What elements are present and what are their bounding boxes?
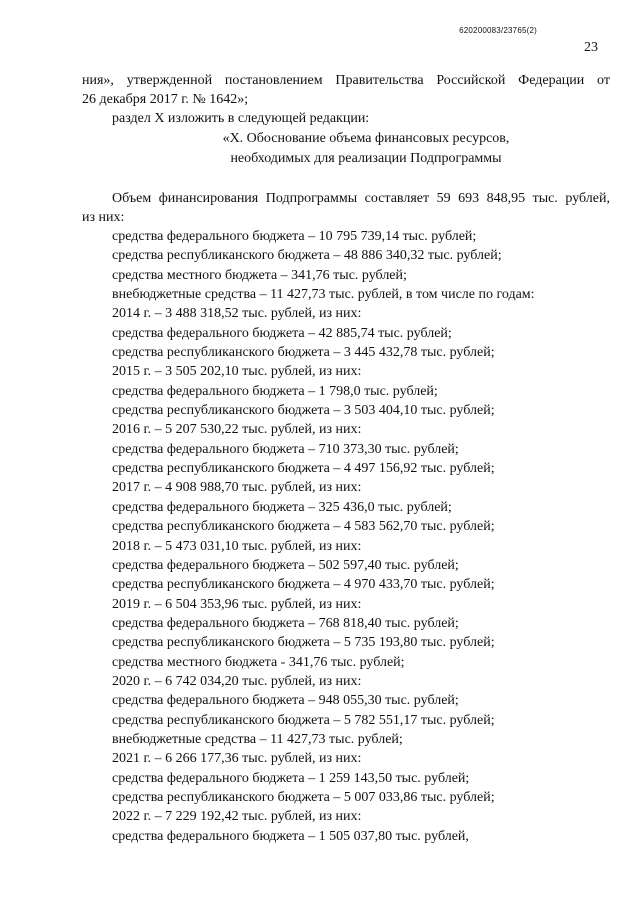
intro-line-2: 26 декабря 2017 г. № 1642»; [82,92,249,107]
list-item: средства федерального бюджета – 502 597,40 тыс. рублей; [112,557,459,573]
section-title-line-2: необходимых для реализации Подпрограммы [230,151,502,166]
financing-lead [82,189,610,227]
list-item: средства федерального бюджета – 10 795 739,14 тыс. рублей; [112,229,477,244]
list-item: 2017 г. – 4 908 988,70 тыс. рублей, из них: [112,480,362,496]
list-item: средства республиканского бюджета – 4 970 433,70 тыс. рублей; [112,577,495,593]
list-item: средства республиканского бюджета – 4 583 562,70 тыс. рублей; [112,519,495,535]
list-item: средства федерального бюджета – 1 505 037,80 тыс. рублей, [112,828,469,844]
list-item: средства местного бюджета – 341,76 тыс. рублей; [112,267,407,283]
list-item: 2020 г. – 6 742 034,20 тыс. рублей, из них: [112,673,362,689]
list-item: средства республиканского бюджета – 5 735 193,80 тыс. рублей; [112,635,495,651]
list-item: 2018 г. – 5 473 031,10 тыс. рублей, из них: [112,538,362,554]
intro-line-1: ния», утвержденной постановлением Правительства Российской Федерации от [82,73,610,88]
list-item: средства федерального бюджета – 768 818,40 тыс. рублей; [112,615,459,631]
list-item: средства федерального бюджета – 710 373,30 тыс. рублей; [112,441,459,457]
spacer [82,169,610,189]
section-title [82,129,610,169]
financing-list [82,227,610,846]
list-item: 2014 г. – 3 488 318,52 тыс. рублей, из них: [112,306,362,322]
list-item: средства федерального бюджета – 948 055,30 тыс. рублей; [112,693,459,709]
list-item: средства республиканского бюджета – 4 497 156,92 тыс. рублей; [112,461,495,477]
list-item: средства федерального бюджета – 1 798,0 тыс. рублей; [112,383,438,399]
list-item: средства республиканского бюджета – 3 445 432,78 тыс. рублей; [112,345,495,361]
list-item: 2021 г. – 6 266 177,36 тыс. рублей, из них: [112,751,362,767]
list-item: средства республиканского бюджета – 48 886 340,32 тыс. рублей; [112,248,502,264]
intro-line-3: раздел X изложить в следующей редакции: [112,111,370,126]
list-item: средства местного бюджета - 341,76 тыс. рублей; [112,654,405,670]
list-item: средства федерального бюджета – 42 885,74 тыс. рублей; [112,325,452,341]
list-item: средства республиканского бюджета – 5 007 033,86 тыс. рублей; [112,789,495,805]
list-item: внебюджетные средства – 11 427,73 тыс. рублей; [112,731,403,747]
list-item: средства республиканского бюджета – 5 782 551,17 тыс. рублей; [112,712,495,728]
section-title-line-1: «X. Обоснование объема финансовых ресурсов, [222,131,510,146]
page-number: 23 [584,40,598,55]
list-item: средства республиканского бюджета – 3 503 404,10 тыс. рублей; [112,403,495,419]
list-item: 2016 г. – 5 207 530,22 тыс. рублей, из них: [112,422,362,438]
list-item: 2019 г. – 6 504 353,96 тыс. рублей, из них: [112,596,362,612]
document-body [82,71,610,846]
list-item: внебюджетные средства – 11 427,73 тыс. рублей, в том числе по годам: [112,287,535,303]
lead-line-1: Объем финансирования Подпрограммы составляет 59 693 848,95 тыс. рублей, [112,191,610,206]
list-item: 2022 г. – 7 229 192,42 тыс. рублей, из них: [112,809,362,825]
list-item: 2015 г. – 3 505 202,10 тыс. рублей, из них: [112,364,362,380]
document-id: 620200083/23765(2) [459,26,537,35]
list-item: средства федерального бюджета – 1 259 143,50 тыс. рублей; [112,770,470,786]
lead-line-2: из них: [82,210,125,225]
list-item: средства федерального бюджета – 325 436,0 тыс. рублей; [112,499,452,515]
